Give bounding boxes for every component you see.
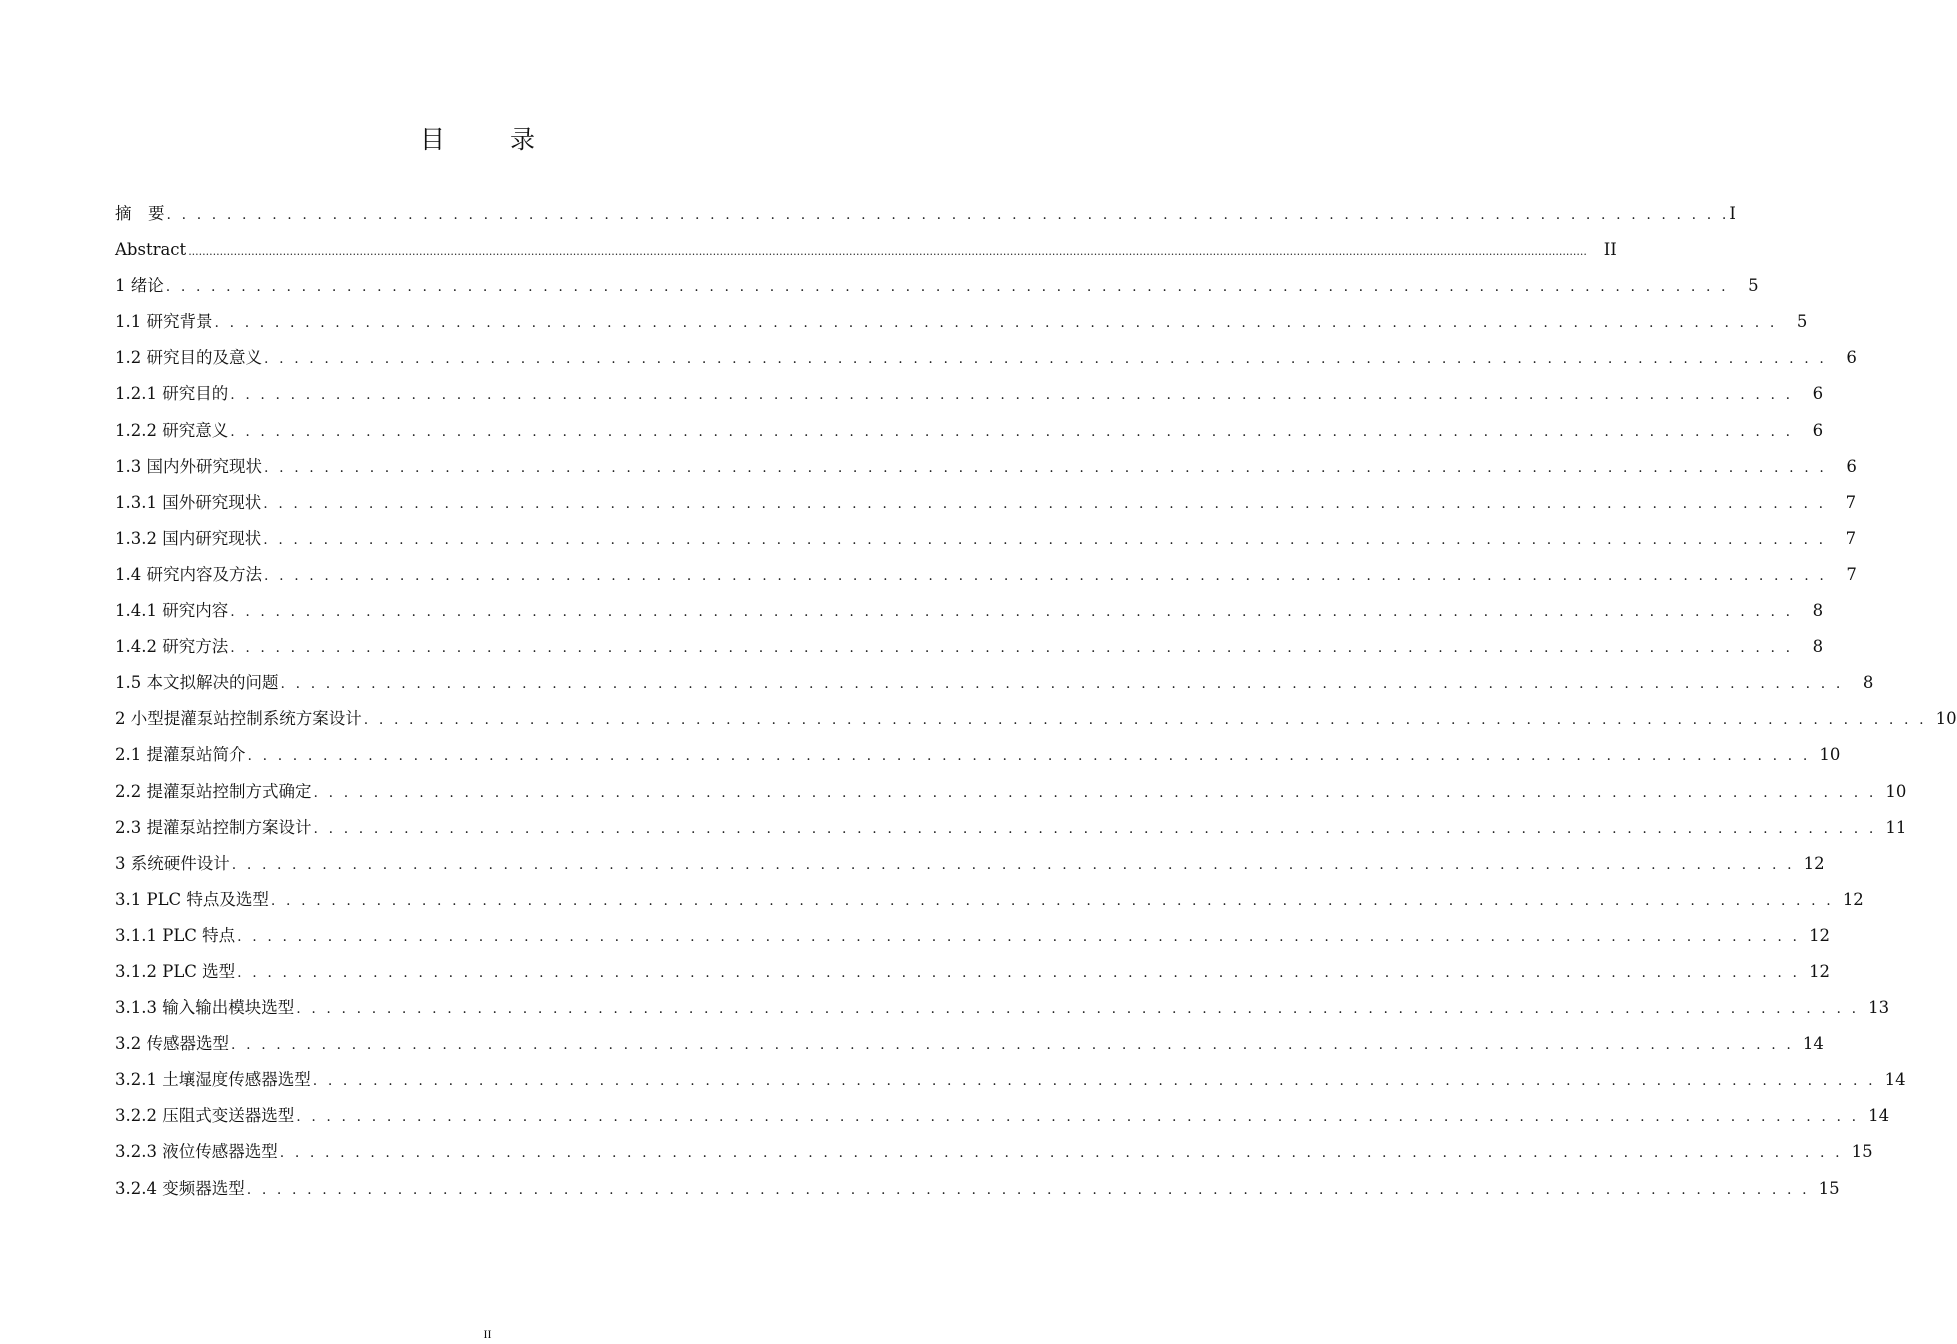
toc-entry-label: 1.3.1 国外研究现状 (115, 492, 262, 512)
toc-dot-leader: . . . . . . . . . . . . . . . . . . . . . . . . . . . . . . . . . . . . . . . . . . . . . . . . . . . . . . . . . . . . . . . . . . . . . . . . . . . . . . . . . . . . . . . . . . . . . . . . . . . . . . . . (296, 1001, 1860, 1018)
toc-dot-leader: . . . . . . . . . . . . . . . . . . . . . . . . . . . . . . . . . . . . . . . . . . . . . . . . . . . . . . . . . . . . . . . . . . . . . . . . . . . . . . . . . . . . . . . . . . . . . . . . . . . . . . . . (230, 640, 1794, 657)
toc-entry-page-number: 5 (1748, 276, 1759, 296)
toc-entry[interactable] (115, 232, 1617, 268)
toc-entry-page-number: 15 (1818, 1178, 1840, 1198)
toc-entry-label: 1.5 本文拟解决的问题 (115, 673, 279, 693)
toc-entry[interactable] (115, 413, 1824, 449)
toc-dot-leader: . . . . . . . . . . . . . . . . . . . . . . . . . . . . . . . . . . . . . . . . . . . . . . . . . . . . . . . . . . . . . . . . . . . . . . . . . . . . . . . . . . . . . . . . . . . . . . . . . . . . . . . . (230, 423, 1794, 440)
toc-entry-page-number: II (1603, 240, 1617, 260)
toc-entry[interactable] (115, 557, 1857, 593)
toc-entry[interactable] (115, 737, 1841, 773)
toc-entry-label: 1.4.1 研究内容 (115, 601, 229, 621)
toc-entry-label: 2.2 提灌泵站控制方式确定 (115, 781, 312, 801)
toc-entry-label: 3.2.1 土壤湿度传感器选型 (115, 1070, 311, 1090)
toc-entry-page-number: 7 (1846, 564, 1857, 584)
toc-entry[interactable] (115, 304, 1808, 340)
toc-entry-label: 3 系统硬件设计 (115, 853, 230, 873)
toc-dot-leader: . . . . . . . . . . . . . . . . . . . . . . . . . . . . . . . . . . . . . . . . . . . . . . . . . . . . . . . . . . . . . . . . . . . . . . . . . . . . . . . . . . . . . . . . . . . . . . . . . . . . . . . . (280, 676, 1844, 693)
toc-dot-leader: . . . . . . . . . . . . . . . . . . . . . . . . . . . . . . . . . . . . . . . . . . . . . . . . . . . . . . . . . . . . . . . . . . . . . . . . . . . . . . . . . . . . . . . . . . . . . . . . . . . . . . . . (312, 1073, 1876, 1090)
toc-entry[interactable] (115, 268, 1759, 304)
toc-entry-page-number: 12 (1809, 961, 1831, 981)
toc-list (115, 196, 1957, 1207)
toc-entry[interactable] (115, 810, 1907, 846)
toc-dot-leader: . . . . . . . . . . . . . . . . . . . . . . . . . . . . . . . . . . . . . . . . . . . . . . . . . . . . . . . . . . . . . . . . . . . . . . . . . . . . . . . . . . . . . . . . . . . . . . . . . . . . . . . . (165, 279, 1729, 296)
toc-entry-page-number: 7 (1845, 528, 1857, 548)
toc-entry-page-number: 6 (1846, 348, 1857, 368)
toc-dot-leader: . . . . . . . . . . . . . . . . . . . . . . . . . . . . . . . . . . . . . . . . . . . . . . . . . . . . . . . . . . . . . . . . . . . . . . . . . . . . . . . . . . . . . . . . . . . . . . . . . . . . . . . . (313, 784, 1877, 801)
toc-entry-label: 1.2.2 研究意义 (115, 420, 229, 440)
toc-entry-label: 1.4.2 研究方法 (115, 637, 229, 657)
toc-entry-page-number: 13 (1868, 998, 1890, 1018)
toc-entry[interactable] (115, 882, 1864, 918)
toc-entry-label: 1 绪论 (115, 276, 164, 296)
toc-entry-label: 1.2 研究目的及意义 (115, 348, 262, 368)
toc-entry-label: 3.2.4 变频器选型 (115, 1178, 245, 1198)
toc-entry-label: 3.1 PLC 特点及选型 (115, 889, 269, 909)
toc-dot-leader: . . . . . . . . . . . . . . . . . . . . . . . . . . . . . . . . . . . . . . . . . . . . . . . . . . . . . . . . . . . . . . . . . . . . . . . . . . . . . . . . . . . . . . . . . . . . . . . . . . . . . . . . (264, 351, 1827, 368)
toc-entry-label: Abstract (115, 240, 187, 260)
toc-entry-page-number: 14 (1884, 1070, 1906, 1090)
toc-dot-leader: . . . . . . . . . . . . . . . . . . . . . . . . . . . . . . . . . . . . . . . . . . . . . . . . . . . . . . . . . . . . . . . . . . . . . . . . . . . . . . . . . . . . . . . . . . . . . . . . . . . . . . . . (230, 604, 1794, 621)
toc-dot-leader: . . . . . . . . . . . . . . . . . . . . . . . . . . . . . . . . . . . . . . . . . . . . . . . . . . . . . . . . . . . . . . . . . . . . . . . . . . . . . . . . . . . . . . . . . . . . . . . . . . . . . . . . (363, 712, 1927, 729)
toc-title: 目 录 (419, 125, 555, 154)
toc-entry-label: 3.1.1 PLC 特点 (115, 925, 236, 945)
toc-dot-leader: . . . . . . . . . . . . . . . . . . . . . . . . . . . . . . . . . . . . . . . . . . . . . . . . . . . . . . . . . . . . . . . . . . . . . . . . . . . . . . . . . . . . . . . . . . . . . . . . . . . . . . . . (166, 207, 1730, 223)
toc-entry[interactable] (115, 954, 1831, 990)
toc-entry[interactable] (115, 593, 1824, 629)
toc-dot-leader: . . . . . . . . . . . . . . . . . . . . . . . . . . . . . . . . . . . . . . . . . . . . . . . . . . . . . . . . . . . . . . . . . . . . . . . . . . . . . . . . . . . . . . . . . . . . . . . . . . . . . . . . (237, 964, 1801, 981)
toc-entry-label: 1.2.1 研究目的 (115, 384, 229, 404)
toc-dot-leader: ................................................................................................................................................................................................................................................................................................................................................................................................................ (188, 245, 1587, 259)
toc-entry[interactable] (115, 449, 1857, 485)
toc-dot-leader: . . . . . . . . . . . . . . . . . . . . . . . . . . . . . . . . . . . . . . . . . . . . . . . . . . . . . . . . . . . . . . . . . . . . . . . . . . . . . . . . . . . . . . . . . . . . . . . . . . . . . . . . (263, 495, 1827, 512)
toc-entry[interactable] (115, 376, 1824, 412)
toc-entry-label: 3.1.2 PLC 选型 (115, 961, 236, 981)
toc-entry-page-number: 8 (1812, 637, 1824, 657)
toc-entry-page-number: 6 (1812, 420, 1824, 440)
toc-entry[interactable] (115, 990, 1890, 1026)
toc-dot-leader: . . . . . . . . . . . . . . . . . . . . . . . . . . . . . . . . . . . . . . . . . . . . . . . . . . . . . . . . . . . . . . . . . . . . . . . . . . . . . . . . . . . . . . . . . . . . . . . . . . . . . . . . (230, 387, 1794, 404)
toc-dot-leader: . . . . . . . . . . . . . . . . . . . . . . . . . . . . . . . . . . . . . . . . . . . . . . . . . . . . . . . . . . . . . . . . . . . . . . . . . . . . . . . . . . . . . . . . . . . . . . . . . . . . . . . . (296, 1109, 1860, 1126)
toc-dot-leader: . . . . . . . . . . . . . . . . . . . . . . . . . . . . . . . . . . . . . . . . . . . . . . . . . . . . . . . . . . . . . . . . . . . . . . . . . . . . . . . . . . . . . . . . . . . . . . . . . . . . . . . . (231, 856, 1795, 873)
toc-entry-page-number: 10 (1819, 745, 1841, 765)
toc-entry-label: 3.1.3 输入输出模块选型 (115, 998, 295, 1018)
toc-entry-label: 摘 要 (115, 204, 165, 223)
toc-entry[interactable] (115, 1171, 1840, 1207)
toc-entry-label: 1.3 国内外研究现状 (115, 456, 262, 476)
toc-entry-page-number: 12 (1803, 853, 1825, 873)
toc-dot-leader: . . . . . . . . . . . . . . . . . . . . . . . . . . . . . . . . . . . . . . . . . . . . . . . . . . . . . . . . . . . . . . . . . . . . . . . . . . . . . . . . . . . . . . . . . . . . . . . . . . . . . . . . (246, 1181, 1810, 1198)
toc-entry-label: 1.4 研究内容及方法 (115, 564, 262, 584)
toc-entry-label: 2.1 提灌泵站简介 (115, 745, 246, 765)
toc-entry[interactable] (115, 485, 1857, 521)
toc-entry-page-number: 6 (1846, 456, 1857, 476)
toc-entry[interactable] (115, 1026, 1824, 1062)
toc-entry[interactable] (115, 846, 1825, 882)
toc-entry-page-number: 12 (1842, 889, 1864, 909)
toc-entry-label: 3.2.3 液位传感器选型 (115, 1142, 278, 1162)
toc-entry-page-number: 8 (1862, 673, 1874, 693)
toc-entry-label: 2 小型提灌泵站控制系统方案设计 (115, 709, 362, 729)
footer-page-number: II (483, 1327, 492, 1341)
toc-entry-page-number: 14 (1802, 1034, 1824, 1054)
toc-dot-leader: . . . . . . . . . . . . . . . . . . . . . . . . . . . . . . . . . . . . . . . . . . . . . . . . . . . . . . . . . . . . . . . . . . . . . . . . . . . . . . . . . . . . . . . . . . . . . . . . . . . . . . . . (313, 820, 1877, 837)
toc-entry[interactable] (115, 340, 1857, 376)
toc-entry[interactable] (115, 196, 1736, 232)
toc-dot-leader: . . . . . . . . . . . . . . . . . . . . . . . . . . . . . . . . . . . . . . . . . . . . . . . . . . . . . . . . . . . . . . . . . . . . . . . . . . . . . . . . . . . . . . . . . . . . . . . . . . . . . . . . (264, 567, 1827, 584)
toc-dot-leader: . . . . . . . . . . . . . . . . . . . . . . . . . . . . . . . . . . . . . . . . . . . . . . . . . . . . . . . . . . . . . . . . . . . . . . . . . . . . . . . . . . . . . . . . . . . . . . . . . . . . . . . . (270, 892, 1834, 909)
toc-entry[interactable] (115, 665, 1874, 701)
toc-entry-label: 2.3 提灌泵站控制方案设计 (115, 817, 312, 837)
toc-entry-page-number: 10 (1885, 781, 1907, 801)
toc-entry-page-number: 10 (1935, 709, 1957, 729)
toc-entry-page-number: 5 (1796, 312, 1808, 332)
toc-entry[interactable] (115, 1098, 1890, 1134)
toc-entry-page-number: I (1729, 204, 1736, 223)
toc-entry[interactable] (115, 629, 1824, 665)
toc-entry-page-number: 15 (1851, 1142, 1873, 1162)
toc-entry-label: 3.2.2 压阻式变送器选型 (115, 1106, 295, 1126)
toc-entry-page-number: 12 (1809, 925, 1831, 945)
toc-entry-page-number: 11 (1885, 817, 1907, 837)
toc-entry-page-number: 8 (1812, 601, 1824, 621)
toc-entry[interactable] (115, 918, 1831, 954)
toc-dot-leader: . . . . . . . . . . . . . . . . . . . . . . . . . . . . . . . . . . . . . . . . . . . . . . . . . . . . . . . . . . . . . . . . . . . . . . . . . . . . . . . . . . . . . . . . . . . . . . . . . . . . . . . . (231, 1037, 1794, 1054)
toc-entry-page-number: 7 (1845, 492, 1857, 512)
toc-entry-page-number: 6 (1812, 384, 1824, 404)
toc-dot-leader: . . . . . . . . . . . . . . . . . . . . . . . . . . . . . . . . . . . . . . . . . . . . . . . . . . . . . . . . . . . . . . . . . . . . . . . . . . . . . . . . . . . . . . . . . . . . . . . . . . . . . . . . (279, 1145, 1843, 1162)
toc-dot-leader: . . . . . . . . . . . . . . . . . . . . . . . . . . . . . . . . . . . . . . . . . . . . . . . . . . . . . . . . . . . . . . . . . . . . . . . . . . . . . . . . . . . . . . . . . . . . . . . . . . . . . . . . (264, 459, 1827, 476)
toc-entry-label: 3.2 传感器选型 (115, 1034, 229, 1054)
toc-entry[interactable] (115, 521, 1857, 557)
toc-entry[interactable] (115, 774, 1907, 810)
toc-dot-leader: . . . . . . . . . . . . . . . . . . . . . . . . . . . . . . . . . . . . . . . . . . . . . . . . . . . . . . . . . . . . . . . . . . . . . . . . . . . . . . . . . . . . . . . . . . . . . . . . . . . . . . . . (247, 748, 1811, 765)
toc-entry-page-number: 14 (1868, 1106, 1890, 1126)
toc-entry[interactable] (115, 701, 1957, 737)
toc-dot-leader: . . . . . . . . . . . . . . . . . . . . . . . . . . . . . . . . . . . . . . . . . . . . . . . . . . . . . . . . . . . . . . . . . . . . . . . . . . . . . . . . . . . . . . . . . . . . . . . . . . . . . . . . (263, 531, 1827, 548)
toc-dot-leader: . . . . . . . . . . . . . . . . . . . . . . . . . . . . . . . . . . . . . . . . . . . . . . . . . . . . . . . . . . . . . . . . . . . . . . . . . . . . . . . . . . . . . . . . . . . . . . . . . . . . . . . . (237, 928, 1801, 945)
toc-entry[interactable] (115, 1134, 1873, 1170)
toc-entry-label: 1.3.2 国内研究现状 (115, 528, 262, 548)
toc-entry-label: 1.1 研究背景 (115, 312, 213, 332)
toc-dot-leader: . . . . . . . . . . . . . . . . . . . . . . . . . . . . . . . . . . . . . . . . . . . . . . . . . . . . . . . . . . . . . . . . . . . . . . . . . . . . . . . . . . . . . . . . . . . . . . . . . . . . . . . . (214, 315, 1778, 332)
toc-entry[interactable] (115, 1062, 1906, 1098)
